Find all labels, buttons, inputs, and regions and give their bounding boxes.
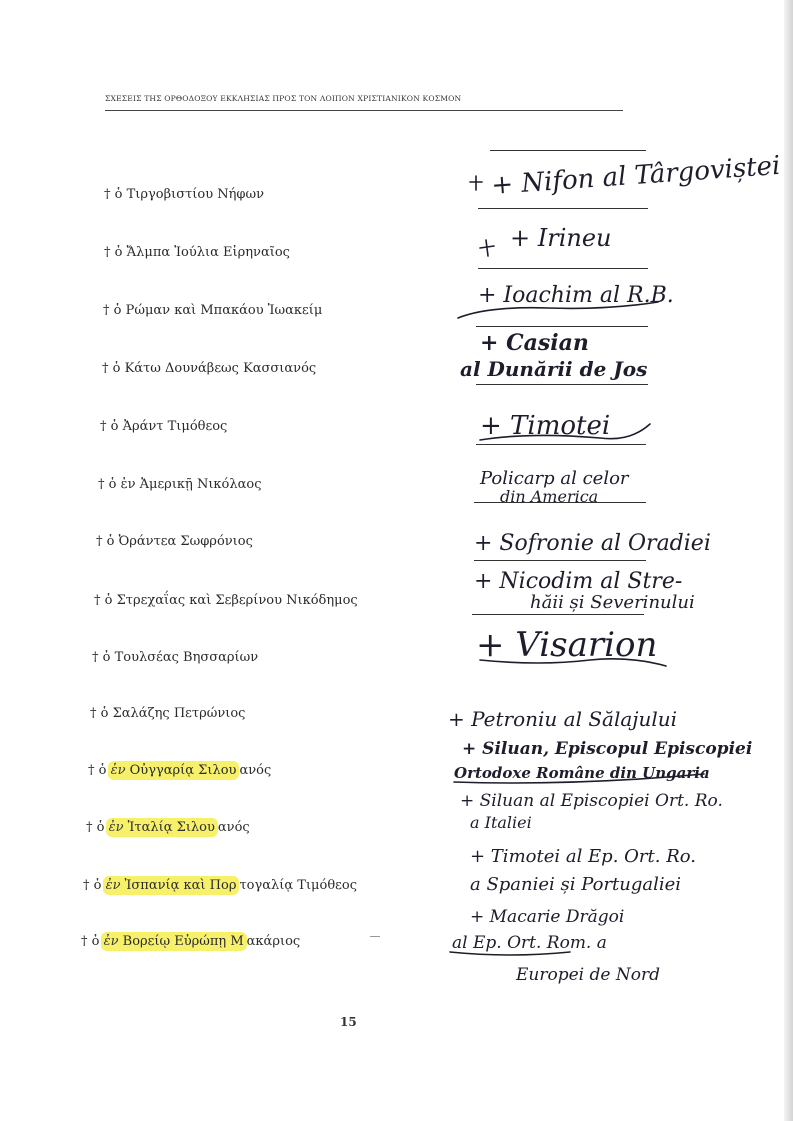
signatory-entry: † ὁ Τιργοβιστίου Νήφων (104, 187, 265, 202)
signature-cross (480, 240, 494, 256)
signature-siluan-it-see: a Italiei (470, 813, 532, 832)
signatory-entry-highlighted (83, 878, 357, 893)
signatures-block (440, 150, 782, 1000)
header-rule (105, 110, 623, 111)
entry-rest: ανός (239, 763, 272, 778)
signature-macarie: + Macarie Drăgoi (470, 907, 625, 927)
signatory-entry-highlighted (81, 934, 300, 949)
signature-petroniu: + Petroniu al Sălajului (448, 707, 678, 731)
signatory-entry: † ὁ Κάτω Δουνάβεως Κασσιανός (102, 361, 317, 376)
highlighted-text: Βορείῳ Εὐρώπῃ Μ (122, 934, 244, 949)
signature-casian: + Casian (480, 330, 589, 356)
signature-policarp-see: din America (500, 487, 599, 506)
highlighted-text: Οὐγγαρίᾳ Σιλου (129, 763, 237, 778)
signature-cross (470, 176, 482, 190)
signature-timotei: + Timotei (480, 411, 611, 441)
highlighted-text: Ἰταλίᾳ Σιλου (127, 820, 215, 835)
signature-siluan-hu: + Siluan, Episcopul Episcopiei (462, 739, 753, 759)
signature-sofronie: + Sofronie al Oradiei (474, 531, 711, 556)
signatory-entry: † ὁ Ἀράντ Τιμόθεος (100, 419, 228, 434)
running-header: ΣΧΕΣΕΙΣ ΤΗΣ ΟΡΘΟΔΟΞΟΥ ΕΚΚΛΗΣΙΑΣ ΠΡΟΣ ΤΟΝ ΛΟΙΠΟΝ ΧΡΙΣΤΙΑΝΙΚΟΝ ΚΟΣΜΟΝ (105, 94, 462, 103)
signature-siluan-hu-see: Ortodoxe Române din Ungaria (454, 764, 710, 782)
highlight-marker (108, 761, 240, 780)
signature-ioachim: + Ioachim al R.B. (478, 283, 674, 308)
handwritten-mark: ἐν (105, 878, 121, 893)
signature-siluan-it: + Siluan al Episcopiei Ort. Ro. (460, 791, 723, 811)
signature-macarie-see: al Ep. Ort. Rom. a (452, 933, 607, 953)
signature-timotei-es-see: a Spaniei și Portugaliei (470, 874, 682, 895)
entry-prefix: † ὁ (88, 763, 107, 778)
signatory-entry-highlighted (88, 763, 271, 778)
handwritten-mark: ἐν (110, 763, 126, 778)
signatory-entry: † ὁ Τουλσέας Βησσαρίων (92, 650, 259, 665)
signature-nifon: + Nifon al Târgoviștei (490, 150, 782, 201)
signature-irineu: + Irineu (510, 224, 612, 252)
entry-rest: ακάριος (246, 934, 301, 949)
signatory-entry: † ὁ Ἄλμπα Ἰούλια Εἰρηναῖος (104, 245, 290, 260)
entry-prefix: † ὁ (81, 934, 100, 949)
highlight-marker (103, 876, 240, 895)
signature-policarp: Policarp al celor (480, 468, 629, 489)
signature-macarie-see2: Europei de Nord (516, 965, 660, 985)
signature-timotei-es: + Timotei al Ep. Ort. Ro. (470, 846, 696, 867)
signature-nicodim: + Nicodim al Stre- (474, 569, 683, 594)
entry-prefix: † ὁ (83, 878, 102, 893)
signature-casian-see: al Dunării de Jos (460, 357, 648, 381)
page-number: 15 (340, 1015, 357, 1029)
signature-nicodim-see: hăii și Severinului (530, 592, 695, 613)
signatory-entry: † ὁ Ρώμαν καὶ Μπακάου Ἰωακείμ (103, 303, 323, 318)
signature-visarion: + Visarion (476, 625, 658, 665)
signatory-entry: † ὁ Σαλάζης Πετρώνιος (90, 706, 246, 721)
stray-mark (370, 936, 380, 937)
highlighted-text: Ἰσπανίᾳ καὶ Πορ (124, 878, 237, 893)
entry-rest: ανός (217, 820, 250, 835)
signatory-entry-highlighted (86, 820, 250, 835)
highlight-marker (101, 932, 247, 951)
handwritten-mark: ἐν (108, 820, 124, 835)
signatory-entry: † ὁ Ὀράντεα Σωφρόνιος (96, 534, 253, 549)
handwritten-mark: ἐν (103, 934, 119, 949)
entry-prefix: † ὁ (86, 820, 105, 835)
page-edge-shadow (784, 0, 793, 1121)
signatory-entry: † ὁ Στρεχαΐας καὶ Σεβερίνου Νικόδημος (94, 593, 358, 608)
signatory-entry: † ὁ ἐν Ἀμερικῇ Νικόλαος (98, 477, 262, 492)
entry-rest: τογαλίᾳ Τιμόθεος (239, 878, 357, 893)
highlight-marker (106, 818, 218, 837)
